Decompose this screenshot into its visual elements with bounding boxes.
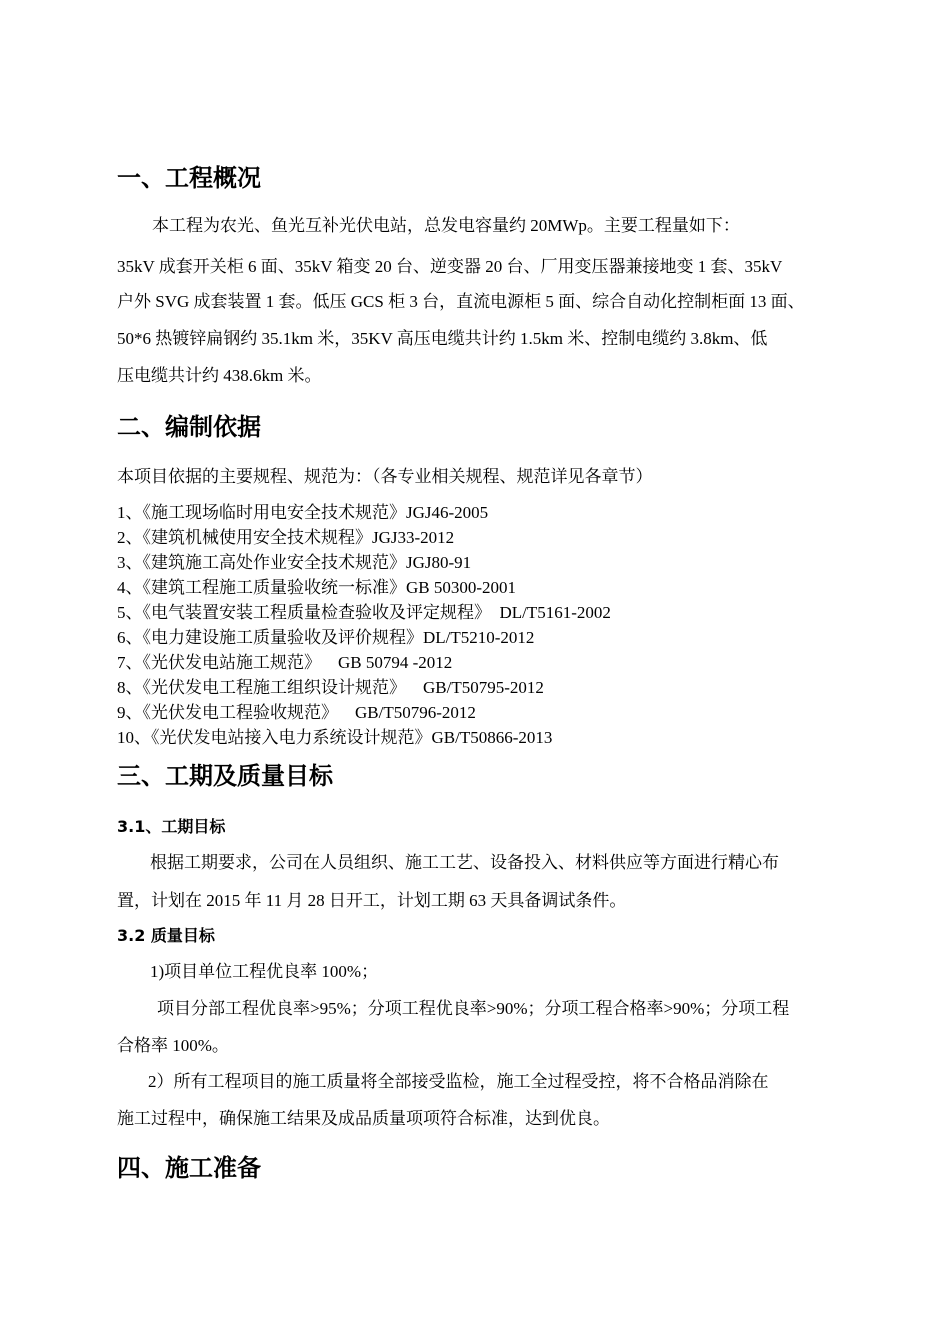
section-1-line-2: 35kV 成套开关柜 6 面、35kV 箱变 20 台、逆变器 20 台、厂用变压器兼接地变 1 套、35kV [117,257,783,276]
reference-item-9: 9、《光伏发电工程验收规范》 GB/T50796-2012 [117,703,476,722]
section-4-title: 四、施工准备 [117,1154,261,1182]
section-1-title: 一、工程概况 [117,164,261,192]
section-3-2-title: 3.2 质量目标 [117,926,215,945]
section-1-line-5: 压电缆共计约 438.6km 米。 [117,366,322,385]
section-3-2-line-4: 2）所有工程项目的施工质量将全部接受监检，施工全过程受控，将不合格品消除在 [148,1072,769,1091]
section-2-title: 二、编制依据 [117,413,261,441]
section-3-2-line-1: 1)项目单位工程优良率 100%； [150,962,379,981]
section-3-1-line-2: 置，计划在 2015 年 11 月 28 日开工，计划工期 63 天具备调试条件。 [117,891,627,910]
reference-item-3: 3、《建筑施工高处作业安全技术规范》JGJ80-91 [117,553,472,572]
reference-item-5: 5、《电气装置安装工程质量检查验收及评定规程》 DL/T5161-2002 [117,603,611,622]
section-1-line-4: 50*6 热镀锌扁钢约 35.1km 米，35KV 高压电缆共计约 1.5km 米、控制电缆约 3.8km、低 [117,329,768,348]
section-3-2-line-5: 施工过程中，确保施工结果及成品质量项项符合标准，达到优良。 [117,1109,610,1128]
section-3-1-title: 3.1、工期目标 [117,817,226,836]
reference-item-6: 6、《电力建设施工质量验收及评价规程》DL/T5210-2012 [117,628,535,647]
section-1-line-1: 本工程为农光、鱼光互补光伏电站，总发电容量约 20MWp。主要工程量如下： [152,216,740,235]
reference-item-8: 8、《光伏发电工程施工组织设计规范》 GB/T50795-2012 [117,678,544,697]
section-3-title: 三、工期及质量目标 [117,762,333,790]
reference-item-1: 1、《施工现场临时用电安全技术规范》JGJ46-2005 [117,503,489,522]
reference-item-7: 7、《光伏发电站施工规范》 GB 50794 -2012 [117,653,453,672]
section-1-line-3: 户外 SVG 成套装置 1 套。低压 GCS 柜 3 台，直流电源柜 5 面、综合自动化控制柜面 13 面、 [117,292,805,311]
section-3-2-line-3: 合格率 100%。 [117,1036,229,1055]
section-3-1-line-1: 根据工期要求，公司在人员组织、施工工艺、设备投入、材料供应等方面进行精心布 [150,853,779,872]
section-3-2-line-2: 项目分部工程优良率>95%；分项工程优良率>90%；分项工程合格率>90%；分项工程 [157,999,790,1018]
reference-item-4: 4、《建筑工程施工质量验收统一标准》GB 50300-2001 [117,578,517,597]
reference-item-10: 10、《光伏发电站接入电力系统设计规范》GB/T50866-2013 [117,728,553,747]
reference-item-2: 2、《建筑机械使用安全技术规程》JGJ33-2012 [117,528,455,547]
section-2-intro: 本项目依据的主要规程、规范为：（各专业相关规程、规范详见各章节） [117,467,653,486]
